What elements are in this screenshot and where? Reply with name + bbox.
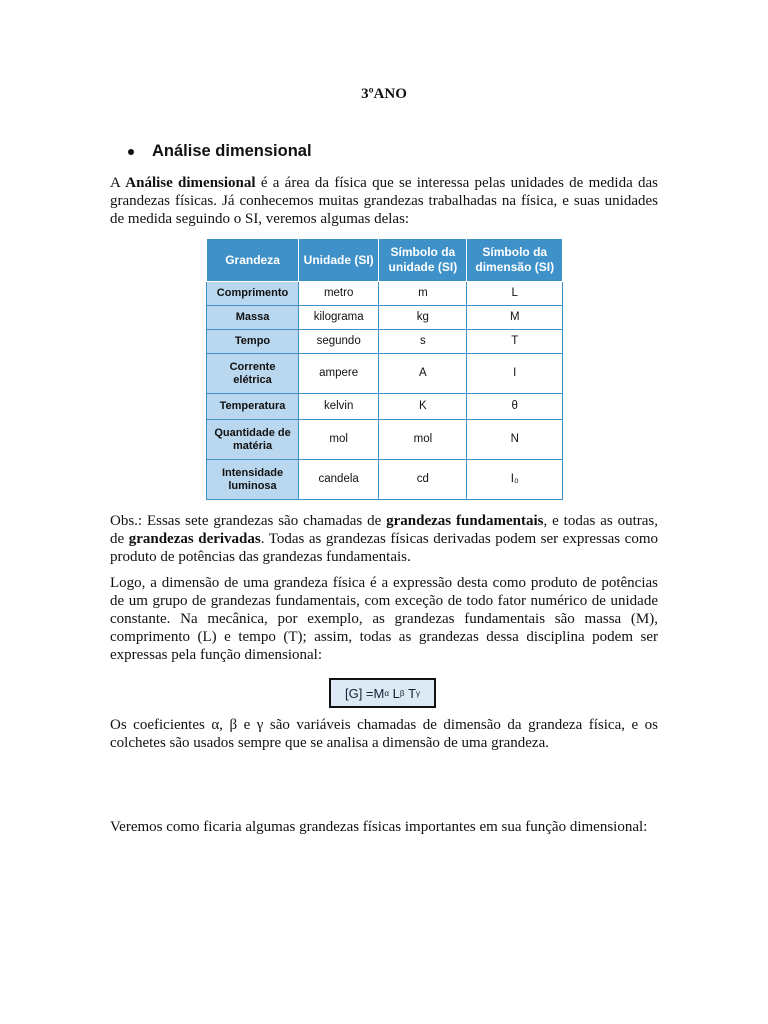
page-header: 3ºANO xyxy=(361,86,407,102)
formula-beta: β xyxy=(399,688,405,698)
cell-simbolo-unidade: K xyxy=(379,394,467,420)
cell-unidade: metro xyxy=(299,282,379,306)
cell-simbolo-dimensao: I₀ xyxy=(467,460,563,500)
table-row xyxy=(207,394,563,420)
cell-unidade: ampere xyxy=(299,354,379,394)
table-row xyxy=(207,282,563,306)
quantities-table xyxy=(206,238,563,500)
formula-l: L xyxy=(392,685,400,701)
cell-grandeza: Tempo xyxy=(207,330,299,354)
cell-simbolo-dimensao: θ xyxy=(467,394,563,420)
table-header-row xyxy=(207,239,563,282)
cell-simbolo-unidade: m xyxy=(379,282,467,306)
formula-lhs: [G] = xyxy=(344,685,374,701)
intro-bold: Análise dimensional xyxy=(125,175,256,191)
cell-simbolo-unidade: kg xyxy=(379,306,467,330)
cell-simbolo-unidade: A xyxy=(379,354,467,394)
cell-simbolo-dimensao: I xyxy=(467,354,563,394)
cell-unidade: kilograma xyxy=(299,306,379,330)
cell-unidade: kelvin xyxy=(299,394,379,420)
cell-simbolo-unidade: mol xyxy=(379,420,467,460)
table-row xyxy=(207,306,563,330)
cell-simbolo-dimensao: L xyxy=(467,282,563,306)
logo-paragraph: Logo, a dimensão de uma grandeza física é a expressão desta como produto de potências de um grupo de grandezas fundamentais, com exceção de todo fator numérico de unidade constante. Na mecânica, por exemplo, as grandezas fundamentais são massa (M), comprimento (L) e tempo (T); assim, todas as grandezas dessa disciplina podem ser expressas pela função dimensional: xyxy=(110,575,658,663)
table-row xyxy=(207,460,563,500)
formula-t: T xyxy=(408,685,417,701)
col-header-simbolo-unidade: Símbolo da unidade (SI) xyxy=(379,239,467,282)
section-heading xyxy=(128,142,312,161)
table-row xyxy=(207,420,563,460)
table-row xyxy=(207,330,563,354)
intro-paragraph xyxy=(110,174,658,228)
coefficients-paragraph: Os coeficientes α, β e γ são variáveis chamadas de dimensão da grandeza física, e os colchetes são usados sempre que se analisa a dimensão de uma grandeza. xyxy=(110,717,658,751)
cell-grandeza: Intensidade luminosa xyxy=(207,460,299,500)
cell-simbolo-dimensao: M xyxy=(467,306,563,330)
formula-m: M xyxy=(373,685,385,701)
obs-text-3: . Todas as grandezas físicas derivadas podem ser expressas como produto de potências das grandezas fundamentais. xyxy=(110,531,659,565)
obs-bold-1: grandezas fundamentais xyxy=(386,513,544,529)
obs-text-2: , e todas as outras, de xyxy=(110,513,658,547)
formula-alpha: α xyxy=(384,688,389,698)
cell-grandeza: Quantidade de matéria xyxy=(207,420,299,460)
section-title: Análise dimensional xyxy=(152,142,312,160)
cell-simbolo-unidade: s xyxy=(379,330,467,354)
intro-rest: é a área da física que se interessa pelas unidades de medida das grandezas físicas. Já conhecemos muitas grandezas trabalhadas na física, e suas unidades de medida seguindo o SI, veremos algumas delas: xyxy=(110,175,659,227)
col-header-grandeza: Grandeza xyxy=(207,239,299,282)
col-header-unidade: Unidade (SI) xyxy=(299,239,379,282)
dimensional-formula xyxy=(329,678,436,708)
obs-bold-2: grandezas derivadas xyxy=(128,531,261,547)
cell-unidade: candela xyxy=(299,460,379,500)
cell-grandeza: Massa xyxy=(207,306,299,330)
veremos-paragraph: Veremos como ficaria algumas grandezas físicas importantes em sua função dimensional: xyxy=(110,819,648,835)
cell-simbolo-dimensao: T xyxy=(467,330,563,354)
cell-unidade: mol xyxy=(299,420,379,460)
cell-grandeza: Corrente elétrica xyxy=(207,354,299,394)
bullet-icon xyxy=(128,149,134,155)
obs-paragraph xyxy=(110,512,658,566)
cell-simbolo-dimensao: N xyxy=(467,420,563,460)
cell-grandeza: Temperatura xyxy=(207,394,299,420)
formula-gamma: γ xyxy=(416,688,421,698)
cell-grandeza: Comprimento xyxy=(207,282,299,306)
table-row xyxy=(207,354,563,394)
col-header-simbolo-dimensao: Símbolo da dimensão (SI) xyxy=(467,239,563,282)
cell-simbolo-unidade: cd xyxy=(379,460,467,500)
obs-text-1: Obs.: Essas sete grandezas são chamadas de xyxy=(110,513,387,529)
cell-unidade: segundo xyxy=(299,330,379,354)
intro-prefix: A xyxy=(110,175,126,191)
